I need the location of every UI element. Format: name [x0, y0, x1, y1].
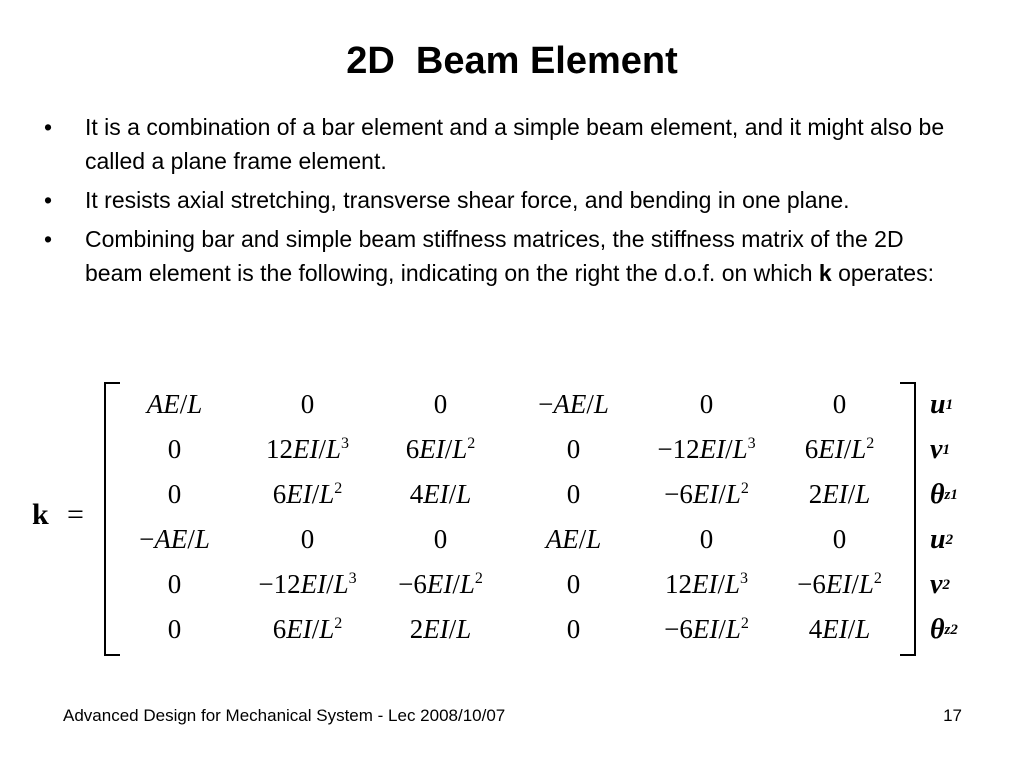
matrix-cell: 2EI/L: [409, 614, 472, 644]
dof-label: θ z1: [930, 478, 958, 510]
bullet-text-before: Combining bar and simple beam stiffness matrices, the stiffness matrix of the 2D beam element is the following, indicating on the right the d.o.f. on which: [85, 226, 904, 286]
slide-title: 2D Beam Element: [346, 40, 678, 82]
bullet-item: [44, 222, 964, 290]
matrix-cell: AE/L: [545, 524, 602, 554]
bullet-item: [44, 110, 964, 178]
right-bracket: [900, 382, 916, 656]
bullet-text-after: operates:: [831, 260, 934, 286]
matrix-cell: 0: [300, 389, 315, 419]
matrix-cell: 0: [433, 524, 448, 554]
matrix-cell: −AE/L: [139, 524, 210, 554]
matrix-cell: 0: [832, 389, 847, 419]
stiffness-equation: [0, 372, 1024, 662]
matrix-cell: $6EI/L^2$: [804, 434, 875, 464]
matrix-row: [108, 472, 908, 517]
bullet-marker: •: [44, 187, 53, 213]
matrix-cell: 0: [167, 479, 182, 509]
dof-column: [930, 382, 1000, 652]
matrix-cell: 0: [167, 434, 182, 464]
bullet-text: [85, 226, 934, 286]
dof-label: u 2: [930, 523, 954, 555]
matrix-row: [108, 382, 908, 427]
dof-label: u 1: [930, 388, 954, 420]
matrix-row: [108, 517, 908, 562]
matrix-cell: 4EI/L: [409, 479, 472, 509]
stiffness-matrix: [108, 382, 908, 652]
bullet-item: [44, 183, 964, 217]
matrix-cell: $-12EI/L^3$: [258, 569, 357, 599]
matrix-cell: $-6EI/L^2$: [398, 569, 483, 599]
matrix-cell: 0: [300, 524, 315, 554]
bullet-text: It resists axial stretching, transverse shear force, and bending in one plane.: [85, 187, 850, 213]
bullet-marker: •: [44, 226, 53, 252]
dof-label: v 2: [930, 568, 950, 600]
matrix-cell: $6EI/L^2$: [405, 434, 476, 464]
matrix-cell: $-6EI/L^2$: [664, 479, 749, 509]
matrix-cell: $6EI/L^2$: [272, 479, 343, 509]
matrix-cell: 0: [566, 434, 581, 464]
matrix-cell: 0: [566, 479, 581, 509]
equals-sign: =: [67, 498, 84, 531]
bullet-marker: •: [44, 114, 53, 140]
page-number: 17: [943, 706, 962, 725]
matrix-cell: 2EI/L: [808, 479, 871, 509]
footer-course: Advanced Design for Mechanical System - Lec 2008/10/07: [63, 706, 506, 725]
matrix-cell: 0: [566, 569, 581, 599]
matrix-cell: $-6EI/L^2$: [797, 569, 882, 599]
matrix-cell: 0: [699, 389, 714, 419]
matrix-symbol-k: k: [32, 498, 49, 531]
matrix-cell: $-6EI/L^2$: [664, 614, 749, 644]
dof-label: v 1: [930, 433, 950, 465]
matrix-cell: AE/L: [146, 389, 203, 419]
matrix-cell: $12EI/L^3$: [664, 569, 749, 599]
matrix-row: [108, 607, 908, 652]
matrix-cell: 0: [433, 389, 448, 419]
matrix-cell: 0: [832, 524, 847, 554]
matrix-cell: 0: [167, 614, 182, 644]
matrix-row: [108, 562, 908, 607]
bullet-text: It is a combination of a bar element and a simple beam element, and it might also be called a plane frame element.: [85, 114, 945, 174]
dof-label: θ z2: [930, 613, 958, 645]
matrix-cell: 0: [699, 524, 714, 554]
matrix-cell: 0: [566, 614, 581, 644]
matrix-cell: 0: [167, 569, 182, 599]
matrix-row: [108, 427, 908, 472]
bullet-list: [44, 110, 964, 295]
matrix-cell: $12EI/L^3$: [265, 434, 350, 464]
matrix-cell: 4EI/L: [808, 614, 871, 644]
matrix-cell: $-12EI/L^3$: [657, 434, 756, 464]
bullet-bold-k: k: [818, 260, 832, 286]
matrix-cell: −AE/L: [538, 389, 609, 419]
matrix-cell: $6EI/L^2$: [272, 614, 343, 644]
